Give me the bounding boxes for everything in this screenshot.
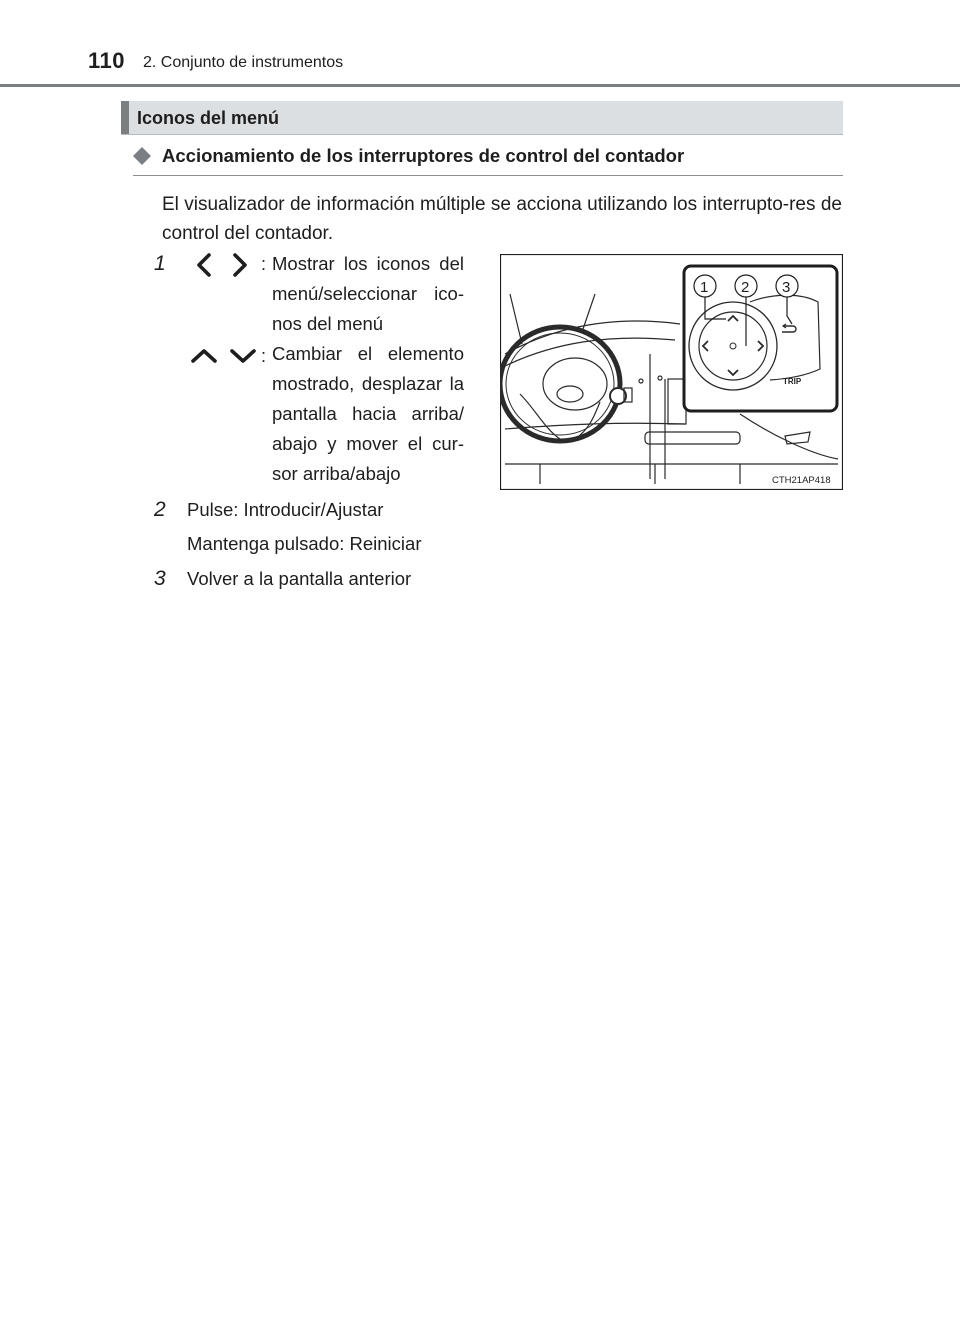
subsection-rule: [133, 175, 843, 176]
figure-code: CTH21AP418: [772, 475, 831, 486]
chevron-down-icon: [229, 346, 257, 366]
callout-3: 3: [782, 279, 791, 296]
entry-left-right-text: Mostrar los iconos del menú/seleccionar ico-nos del menú: [272, 253, 464, 334]
chevron-up-icon: [190, 346, 218, 366]
item-2-line-1: Pulse: Introducir/Ajustar: [187, 499, 384, 520]
entry-colon: :: [261, 254, 267, 274]
subsection-title: Accionamiento de los interruptores de control del contador: [162, 145, 685, 166]
callout-2: 2: [741, 279, 750, 296]
trip-button-label: TRIP: [783, 377, 802, 386]
chapter-title: 2. Conjunto de instrumentos: [143, 54, 344, 71]
section-heading-bar: [121, 101, 843, 135]
svg-text:2: 2: [154, 498, 166, 521]
svg-text:3: 3: [154, 567, 166, 590]
marker-2: [152, 496, 170, 521]
section-title: Iconos del menú: [137, 108, 280, 128]
callout-zoom-box: [684, 266, 837, 411]
header-rule: [0, 84, 960, 87]
intro-paragraph: El visualizador de información múltiple se acciona utilizando los interrupto-res de control del contador.: [162, 194, 842, 244]
entry-colon: :: [261, 346, 267, 366]
chevron-left-icon: [194, 252, 214, 278]
marker-1: [152, 250, 170, 275]
chevron-right-icon: [230, 252, 250, 278]
section-accent: [121, 101, 129, 134]
callout-1: 1: [700, 279, 709, 296]
diamond-bullet-icon: [133, 147, 151, 165]
svg-text:1: 1: [154, 252, 166, 275]
entry-up-down-text: Cambiar el elemento mostrado, desplazar la pantalla hacia arriba/ abajo y mover el cur-sor arriba/abajo: [272, 343, 464, 484]
page-number: 110: [88, 48, 125, 73]
marker-3: [152, 565, 170, 590]
item-2-line-2: Mantenga pulsado: Reiniciar: [187, 533, 422, 554]
item-3-line-1: Volver a la pantalla anterior: [187, 568, 412, 589]
steering-wheel-switch-illustration: [500, 254, 843, 490]
